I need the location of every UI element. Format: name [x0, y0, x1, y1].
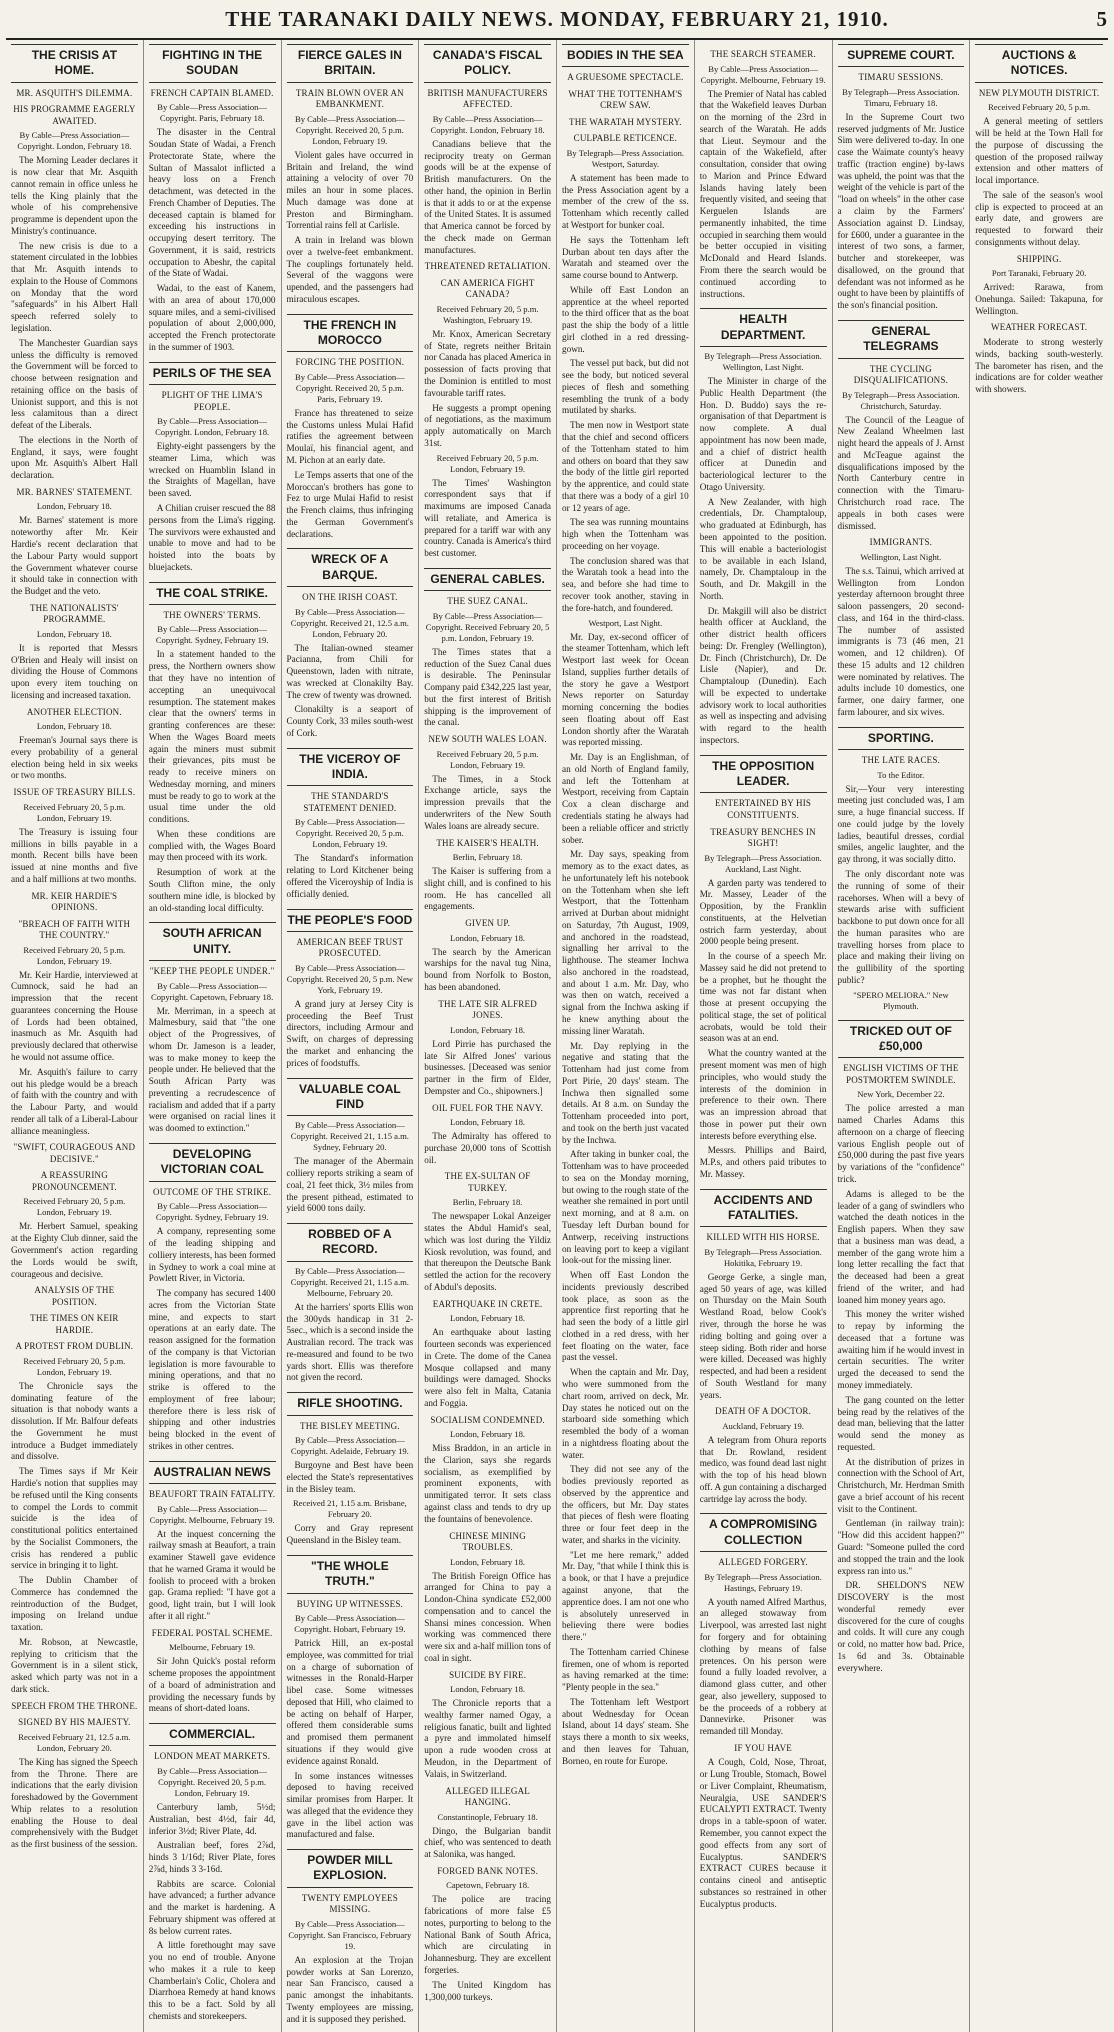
article-headline: HEALTH DEPARTMENT. [700, 308, 827, 347]
article-paragraph: The s.s. Tainui, which arrived at Wellington from London yesterday afternoon brought three saloon passengers, 20 second-class, and 164 in the third-class. The number of assisted immigrants is 73 (46 men, 21 women, and 12 children). Of these 15 adults and 12 children were nominated by relatives. The adults include 10 domestics, one farmer, one dairy farmer, one farm labourer, and six wives. [837, 565, 965, 717]
article-dateline: By Cable—Press Association—Copyright. Received February 20, 5 p.m. London, February 19. [425, 610, 550, 643]
article-dateline: By Cable—Press Association—Copyright. London, February 18. [17, 130, 132, 152]
article-subheading: ANALYSIS OF THE POSITION. [34, 1285, 115, 1307]
article-subheading: THE TIMES ON KEIR HARDIE. [30, 1313, 119, 1335]
article-paragraph: Canterbury lamb, 5½d; Australian, best 4½d, fair 4d, inferior 3½d; River Plate, 4d. [148, 1801, 276, 1836]
article-headline: SPORTING. [838, 727, 965, 750]
article-paragraph: Rabbits are scarce. Colonial have advanced; a further advance and the market is hardening. A February shipment was offered at 8s below current rates. [148, 1878, 276, 1936]
article-subheading: SOCIALISM CONDEMNED. [430, 1414, 545, 1425]
article-paragraph: The Dublin Chamber of Commerce has condemned the reintroduction of the Budget, imposing on Ireland undue taxation. [11, 1575, 138, 1633]
article-dateline: New York, December 22. [857, 1089, 945, 1100]
article-dateline: Received February 20, 5 p.m. London, February 19. [23, 801, 126, 823]
article-subheading: THE OWNERS' TERMS. [163, 609, 261, 620]
column-5 [557, 40, 695, 2032]
article-dateline: By Cable—Press Association—Copyright. Received 20, 5 p.m. London, February 19. [294, 817, 405, 850]
article-paragraph: When off East London the incidents previously described took place, as soon as the apprentice first reporting that he had seen the body of a little girl clothed in a red dress, with her feet floating on the water, face past the vessel. [562, 1270, 689, 1363]
article-subheading: PLIGHT OF THE LIMA'S PEOPLE. [161, 390, 263, 412]
article-subheading: BEAUFORT TRAIN FATALITY. [149, 1489, 276, 1500]
article-dateline: By Cable—Press Association—Copyright. London, February 18. [155, 416, 270, 438]
article-subheading: "SWIFT, COURAGEOUS AND DECISIVE." [13, 1142, 136, 1164]
article-subheading: FORCING THE POSITION. [295, 357, 405, 368]
article-paragraph: Canadians believe that the reciprocity treaty on German goods will be at the expense of British manufacturers. On the other hand, the opinion in Berlin is that it adds to or at the expense of the United States. It is assumed that America cannot be forced by the check made on German manufactures. [424, 138, 551, 255]
article-paragraph: An explosion at the Trojan powder works at San Lorenzo, near San Francisco, caused a panic amongst the inhabitants. Twenty employees are missing, and it is supposed they perished. [286, 1954, 414, 2024]
article-dateline: London, February 18. [450, 932, 526, 943]
article-subheading: BRITISH MANUFACTURERS AFFECTED. [427, 87, 548, 110]
article-subheading: THE STANDARD'S STATEMENT DENIED. [303, 791, 397, 813]
article-paragraph: While off East London an apprentice at the wheel reported to the third officer that as the boat past the ship the body of a little girl clothed in a red dressing-gown. [562, 284, 689, 354]
article-paragraph: Corry and Gray represent Queensland in the Bisley team. [286, 1523, 414, 1546]
article-paragraph: In the course of a speech Mr. Massey said he did not pretend to be a prophet, but he thought the time was not far distant when those at present occupying the political stage, the set of political acrobats, would be told their season was at an end. [699, 951, 827, 1044]
article-paragraph: The Chronicle says the dominating feature of the situation is that nobody wants a dissolution. If Mr. Balfour defeats the Government he must introduce a Budget immediately and dissolve. [11, 1380, 138, 1462]
article-subheading: THE LATE RACES. [861, 755, 940, 766]
article-headline: PERILS OF THE SEA [149, 362, 276, 385]
article-headline: THE OPPOSITION LEADER. [700, 755, 827, 794]
page-number: 5 [1096, 6, 1108, 31]
article-dateline: London, February 18. [450, 1429, 526, 1440]
article-paragraph: After taking in bunker coal, the Tottenham was to have proceeded to sea on the Monday morning, but owing to the rough state of the weather she remained in port until next morning, and at 8 a.m. on Tuesday left Durban bound for Antwerp, receiving instructions on leaving port to keep a vigilant look-out for the missing liner. [562, 1149, 689, 1266]
article-dateline: London, February 18. [36, 628, 112, 639]
article-paragraph: A grand jury at Jersey City is proceeding the Beef Trust directors, including Armour and Swift, on charges of depressing the market and enhancing the prices of foodstuffs. [286, 998, 414, 1068]
article-paragraph: An earthquake about lasting fourteen seconds was experienced in Crete. The dome of the Canea Mosque collapsed and many buildings were damaged. Shocks were also felt in Malta, Catania and Foggia. [424, 1327, 551, 1408]
article-subheading: THE LATE SIR ALFRED JONES. [438, 998, 537, 1021]
article-headline: THE COAL STRIKE. [149, 582, 276, 605]
article-subheading: TRAIN BLOWN OVER AN EMBANKMENT. [295, 87, 404, 110]
article-dateline: By Cable—Press Association—Copyright. Received 21, 1.15 a.m. Sydney, February 20. [290, 1120, 409, 1153]
article-dateline: By Cable—Press Association—Copyright. Sydney, February 19. [155, 1201, 269, 1223]
article-paragraph: In the Supreme Court two reserved judgments of Mr. Justice Sim were delivered to-day. In one case the Waimate county's heavy traffic (traction engine) by-laws was upheld, the point was that the weight of the vehicle is part of the "load on wheels" in the other case a claim by the Farmers' Association against D. Lindsay, for £600, under a guarantee in the interest of two sons, a farmer, butcher and storekeeper, was disallowed, on the ground that defendant was not informed as he ought to have been by plaintiffs of the son's financial position. [837, 111, 965, 311]
article-paragraph: Mr. Merriman, in a speech at Malmesbury, said that "the one object of the Progressives, of whom Dr. Jameson is a leader, was to make money to keep the people under. He believed that the South African Party was preventing a recrudescence of racialism and added that if a party were organised on racial lines it was doomed to extinction." [148, 1005, 276, 1134]
article-headline: ACCIDENTS AND FATALITIES. [700, 1189, 827, 1228]
article-paragraph: Mr. Day replying in the negative and stating that the Tottenham had just come from Port Pirie, 20 days' steam. The Inchwa then signalled some details. At 8 a.m. on Sunday the Tottenham proceeded into port, and took on the berth just vacated by the Inchwa. [562, 1040, 689, 1145]
article-subheading: "KEEP THE PEOPLE UNDER." [149, 966, 275, 977]
article-dateline: By Cable—Press Association—Copyright. Received 21, 12.5 a.m. London, February 20. [290, 606, 409, 639]
article-dateline: Melbourne, February 19. [169, 1642, 256, 1653]
article-dateline: London, February 18. [450, 1313, 526, 1324]
article-subheading: ISSUE OF TREASURY BILLS. [13, 787, 136, 798]
article-subheading: KILLED WITH HIS HORSE. [706, 1232, 820, 1243]
article-paragraph: The Manchester Guardian says unless the difficulty is removed the Government will be forced to choose between resignation and retaining office on the basis of Unionist support, and this is not less calamitous than a direct defeat of the Liberals. [11, 337, 138, 431]
article-dateline: By Telegraph—Press Association. Westport, Saturday. [566, 147, 685, 169]
article-headline: GENERAL CABLES. [424, 568, 551, 591]
article-paragraph: The Times states that a reduction of the Suez Canal dues is desirable. The Peninsular Company paid £342,225 last year, but the first interest of British shipping is the improvement of the canal. [424, 646, 551, 728]
article-dateline: By Cable—Press Association—Copyright. Sydney, February 19. [155, 624, 269, 646]
article-dateline: Received February 20, 5 p.m. London, February 19. [436, 452, 539, 474]
article-headline: ROBBED OF A RECORD. [287, 1223, 414, 1262]
newspaper-columns [6, 40, 1108, 2024]
article-dateline: London, February 18. [450, 1684, 526, 1695]
article-subheading: GIVEN UP. [465, 918, 511, 929]
article-dateline: By Cable—Press Association—Copyright. Melbourne, February 19. [149, 1503, 275, 1525]
article-paragraph: The Treasury is issuing four millions in bills payable in a month. Recent bills have been issued at nine months and five and a half millions at two months. [11, 826, 138, 884]
article-paragraph: At the harriers' sports Ellis won the 300yds handicap in 31 2-5sec., which is a second inside the Australian record. The track was re-measured and found to be two yards short. Ellis was therefore not given the record. [286, 1301, 414, 1383]
article-subheading: DEATH OF A DOCTOR. [715, 1406, 812, 1417]
article-paragraph: The Chronicle reports that a wealthy farmer named Ogay, a religious fanatic, built and lighted a pyre and immolated himself upon a rude wooden cross at Meudon, in the Department of Valais, in Switzerland. [424, 1698, 551, 1779]
article-headline: BODIES IN THE SEA [562, 44, 689, 67]
article-subheading: THE EX-SULTAN OF TURKEY. [444, 1171, 531, 1193]
article-headline: TRICKED OUT OF £50,000 [838, 1020, 965, 1059]
article-subheading: BUYING UP WITNESSES. [296, 1598, 403, 1609]
article-headline: DEVELOPING VICTORIAN COAL [149, 1143, 276, 1182]
article-paragraph: Eighty-eight passengers by the steamer Lima, which was wrecked on Huamblin Island in the Straights of Magellan, have been saved. [148, 441, 276, 499]
article-subheading: OUTCOME OF THE STRIKE. [153, 1186, 272, 1197]
article-paragraph: A Chilian cruiser rescued the 88 persons from the Lima's rigging. The survivors were exhausted and unable to move and had to be hoisted into the boats by bluejackets. [148, 503, 276, 572]
article-paragraph: A statement has been made to the Press Association agent by a member of the crew of the ss. Tottenham which recently called at Westport for bunker coal. [562, 172, 689, 230]
article-headline: FIERCE GALES IN BRITAIN. [287, 44, 414, 83]
article-dateline: Received February 21, 12.5 a.m. London, February 20. [18, 1731, 131, 1753]
article-subheading: FRENCH CAPTAIN BLAMED. [150, 87, 274, 98]
article-headline: AUCTIONS & NOTICES. [975, 44, 1103, 83]
article-subheading: NEW PLYMOUTH DISTRICT. [978, 87, 1100, 98]
article-subheading: A REASSURING PRONOUNCEMENT. [31, 1170, 117, 1192]
article-dateline: By Cable—Press Association—Copyright. San Francisco, February 19. [288, 1918, 412, 1951]
article-dateline: By Cable—Press Association—Copyright. Hobart, February 19. [294, 1613, 406, 1635]
article-paragraph: France has threatened to seize the Customs unless Mulai Hafid ratifies the agreement between Moulaï, his financial agent, and M. Pichon at an early date. [286, 407, 414, 465]
article-paragraph: The new crisis is due to a statement circulated in the lobbies that Mr. Asquith intends to explain to the House of Commons on Monday that the word "safeguards" in his Albert Hall speech referred solely to legislation. [11, 240, 138, 333]
article-dateline: Port Taranaki, February 20. [991, 268, 1087, 279]
article-paragraph: At the distribution of prizes in connection with the School of Art, Christchurch, Mr. Herdman Smith gave a brief account of his recent visit to the Continent. [837, 1456, 965, 1514]
article-dateline: Received February 20, 5 p.m. London, February 19. [23, 1355, 126, 1377]
article-subheading: ANOTHER ELECTION. [26, 706, 122, 717]
column-2 [144, 40, 282, 2032]
article-subheading: TWENTY EMPLOYEES MISSING. [301, 1892, 398, 1915]
article-paragraph: Miss Braddon, in an article in the Clarion, says she regards socialism, as exemplified by prominent exponents, with unmitigated terror. It sets class against class and tends to dry up the fountains of benevolence. [424, 1443, 551, 1524]
article-paragraph: George Gerke, a single man, aged 50 years of age, was killed on Thursday on the Main South Westland Road, below Cook's river, through the horse he was riding bolting and going over a steep siding. Both rider and horse were killed. Deceased was highly respected, and had been a resident of South Westland for many years. [699, 1271, 827, 1400]
article-dateline: London, February 18. [36, 501, 112, 512]
article-subheading: CHINESE MINING TROUBLES. [449, 1530, 526, 1553]
article-paragraph: In some instances witnesses deposed to having received similar promises from Harper. It was alleged that the evidence they gave in the libel action was manufactured and false. [286, 1770, 414, 1840]
article-subheading: WHAT THE TOTTENHAM'S CREW SAW. [568, 88, 683, 111]
article-paragraph: What the country wanted at the present moment was men of high principles, who would study the interests of the dominion in preference to their own. There was an impression abroad that those in power put their own interests before everything else. [699, 1048, 827, 1141]
article-headline: COMMERCIAL. [149, 1723, 276, 1746]
column-7 [833, 40, 971, 2032]
article-paragraph: A garden party was tendered to Mr. Massey, Leader of the Opposition, by the Franklin constituents, at the Helvetian ostrich farm yesterday, about 2000 people being present. [699, 877, 827, 947]
article-paragraph: The disaster in the Central Soudan State of Wadai, a French Protectorate State, where the Sultan of Massalot inflicted a heavy loss on a French detachment, was detected in the French Chamber of Deputies. The deceased captain is blamed for exceeding his instructions in occupying desert territory. The Government, it is said, restricts occupation to Abeshr, the capital of the State of Wadai. [148, 127, 276, 279]
article-paragraph: The Standard's information relating to Lord Kitchener being offered the Viceroyship of India is officially denied. [286, 853, 414, 899]
article-paragraph: The sea was running mountains high when the Tottenham was proceeding on her voyage. [562, 517, 689, 551]
article-paragraph: Lord Pirrie has purchased the late Sir Alfred Jones' various businesses. [Deceased was senior partner in the firm of Elder, Dempster and Co., shipowners.] [424, 1038, 551, 1096]
article-paragraph: This money the writer wished to repay by informing the deceased that a fortune was awaiting him if he would invest in certain securities. The writer urged the deceased to send the money immediately. [837, 1309, 965, 1391]
article-subheading: NEW SOUTH WALES LOAN. [428, 734, 547, 745]
article-paragraph: Mr. Barnes' statement is more noteworthy after Mr. Keir Hardie's recent declaration that the Labour Party would support the Government whatever course it should take in connection with the Budget and the veto. [11, 515, 138, 597]
article-headline: THE VICEROY OF INDIA. [287, 748, 414, 787]
article-subheading: IF YOU HAVE [734, 1742, 792, 1753]
article-paragraph: The gang counted on the letter being read by the relatives of the dead man, believing that the latter would send the money as requested. [837, 1394, 965, 1452]
article-subheading: THE NATIONALISTS' PROGRAMME. [29, 602, 119, 625]
article-subheading: ALLEGED FORGERY. [718, 1557, 808, 1568]
article-subheading: FORGED BANK NOTES. [437, 1865, 539, 1876]
article-dateline: By Cable—Press Association—Copyright. Received 20, 5 p.m. London, February 19. [294, 113, 405, 146]
article-subheading: SUICIDE BY FIRE. [449, 1669, 527, 1680]
article-paragraph: The elections in the North of England, it says, were fought upon Mr. Asquith's Albert Hall declaration. [11, 434, 138, 481]
column-8 [970, 40, 1108, 2032]
article-headline: WRECK OF A BARQUE. [287, 548, 414, 587]
article-subheading: THE SUEZ CANAL. [447, 596, 528, 607]
article-headline: GENERAL TELEGRAMS [838, 320, 965, 359]
article-paragraph: A telegram from Ohura reports that Dr. Rowland, resident medico, was found dead last night with the top of his head blown off. A gun containing a discharged cartridge lay across the body. [699, 1434, 827, 1504]
article-headline: RIFLE SHOOTING. [287, 1392, 414, 1415]
article-subheading: OIL FUEL FOR THE NAVY. [432, 1102, 544, 1113]
column-4 [419, 40, 557, 2032]
article-paragraph: A Cough, Cold, Nose, Throat, or Lung Trouble, Stomach, Bowel or Liver Complaint, Rheumatism, Neuralgia, USE SANDER'S EUCALYPTI EXTRACT. Twenty drops in a table-spoon of water. Remember, you cannot expect the good effects from any sort of Eucalyptus. SANDER'S EXTRACT CURES because it contains cineol and antiseptic substances so restrained in other Eucalyptus products. [699, 1757, 827, 1909]
article-paragraph: The search by the American warships for the naval tug Nina, bound from Norfolk to Boston, has been abandoned. [424, 946, 551, 992]
article-subheading: HIS PROGRAMME EAGERLY AWAITED. [13, 104, 136, 126]
article-paragraph: The Italian-owned steamer Pacianna, from Chili for Queenstown, laden with nitrate, was wrecked at Clonakilty Bay. The crew of twenty was drowned. [286, 642, 414, 700]
article-headline: A COMPROMISING COLLECTION [700, 1513, 827, 1552]
article-paragraph: A train in Ireland was blown over a twelve-feet embankment. The couplings fortunately held. Several of the waggons were upended, and the passengers had miraculous escapes. [286, 235, 414, 304]
article-dateline: By Cable—Press Association—Copyright. London, February 18. [430, 113, 545, 135]
masthead [6, 0, 1108, 40]
article-paragraph: Mr. Robson, at Newcastle, replying to criticism that the Government is in a silent stick, asked which party was not in a dark stick. [11, 1636, 138, 1694]
article-dateline: By Cable—Press Association—Copyright. Received 20, 5 p.m. New York, February 19. [286, 962, 413, 995]
article-paragraph: Dingo, the Bulgarian bandit chief, who was sentenced to death at Salonika, was hanged. [424, 1825, 551, 1860]
article-headline: CANADA'S FISCAL POLICY. [424, 44, 551, 83]
article-paragraph: Australian beef, fores 2⅞d, hinds 3 1/16d; River Plate, fores 2⅞d, hinds 3 3-16d. [148, 1840, 276, 1874]
newspaper-title: THE TARANAKI DAILY NEWS. MONDAY, FEBRUARY 21, 1910. [225, 6, 889, 31]
article-subheading: ENGLISH VICTIMS OF THE POSTMORTEM SWINDLE. [843, 1063, 959, 1085]
article-dateline: By Telegraph—Press Association. Hastings, February 19. [704, 1571, 822, 1593]
article-paragraph: The company has secured 1400 acres from the Victorian State mine, and expects to start operations at an early date. The reason assigned for the formation of the company is that Victorian legislation is more favourable to mining operations, and that no strike is offered to the employment of free labour; therefore there is less risk of shipping and other industries being blocked in the event of strikes in other centres. [148, 1288, 276, 1451]
article-paragraph: The Premier of Natal has cabled that the Wakefield leaves Durban on the morning of the 23rd in search of the Waratah. He adds that Lieut. Seymour and the captain of the Wakefield, after consultation, consider that owing to Marion and Prince Edward Islands having lately been frequently visited, and seeing that Kerguelen Islands are permanently inhabited, the time occupied in searching them would be better occupied in visiting McDonald and Heard Islands. From there the search would be continued according to instructions. [699, 88, 827, 299]
article-paragraph: Mr. Day says, speaking from memory as to the exact dates, as he unfortunately left his notebook on the Tottenham when she left Westport, that the Tottenham arrived at Durban about midnight on Saturday, 7th August, 1909, and anchored in the roadstead, signalling her arrival to the lighthouse. The steamer Inchwa also anchored in the roadstead, and about 1 a.m. Mr. Day, who was then on watch, received a signal from the Inchwa asking if he knew anything about the missing liner Waratah. [562, 849, 689, 1036]
article-headline: THE FRENCH IN MOROCCO [287, 314, 414, 353]
article-dateline: By Telegraph—Press Association. Christchurch, Saturday. [842, 389, 960, 411]
article-paragraph: DR. SHELDON'S NEW DISCOVERY is the most wonderful remedy ever discovered for the cure of coughs and colds. It will cure any cough or cold, no matter how bad. Price, 1s 6d and 3s. Obtainable everywhere. [837, 1580, 965, 1673]
article-subheading: LONDON MEAT MARKETS. [154, 1751, 271, 1762]
article-paragraph: "Let me here remark," added Mr. Day, "that while I think this is a book, or that I have a prejudice against anyone, that the apprentice does. I am not one who is absolutely unreserved in believing there were bodies there." [562, 1549, 689, 1643]
article-headline: AUSTRALIAN NEWS [149, 1461, 276, 1484]
article-headline: THE CRISIS AT HOME. [11, 44, 138, 83]
article-headline: THE PEOPLE'S FOOD [287, 909, 414, 932]
article-subheading: WEATHER FORECAST. [991, 322, 1088, 333]
article-dateline: "SPERO MELIORA." New Plymouth. [853, 989, 949, 1011]
article-paragraph: The vessel put back, but did not see the body, but noticed several pieces of flesh and something resembling the trunk of a body mutilated by sharks. [562, 358, 689, 416]
article-paragraph: It is reported that Messrs O'Brien and Healy will insist on dividing the House of Commons upon every item touching on licensing and increased taxation. [11, 642, 138, 700]
article-dateline: Received February 20, 5 p.m. Washington, February 19. [436, 303, 539, 325]
article-paragraph: Sir,—Your very interesting meeting just concluded was, I am sure, a huge financial success. If one could judge by the lovely ladies, beautiful dresses, cordial smiles, angelic laughter, and the gay throng, it was socially ditto. [837, 783, 965, 865]
article-dateline: Received February 20, 5 p.m. London, February 19. [436, 748, 539, 770]
article-dateline: Wellington, Last Night. [860, 551, 942, 562]
article-paragraph: Patrick Hill, an ex-postal employee, was committed for trial on a charge of subornation of witnesses in the Ronald-Harper libel case. Some witnesses deposed that Hill, who claimed to be acting on behalf of Harper, offered them considerable sums and promised them permanent situations if they would give evidence against Ronald. [286, 1638, 414, 1766]
article-paragraph: The police are tracing fabrications of more false £5 notes, purporting to belong to the National Bank of South Africa, which are circulating in Johannesburg. They are excellent forgeries. [424, 1894, 551, 1975]
article-paragraph: A youth named Alfred Marthus, an alleged stowaway from Liverpool, was arrested last night for forgery and for obtaining clothing by means of false pretences. On his person were found a fully loaded revolver, a diamond glass cutter, and other gear, also jewellery, supposed to be the proceeds of a robbery at Dannevirke. Prisoner was remanded till Monday. [699, 1596, 827, 1737]
article-subheading: THE CYCLING DISQUALIFICATIONS. [853, 363, 949, 386]
article-paragraph: The newspaper Lokal Anzeiger states the Abdul Hamid's seal, which was lost during the Yildiz Kiosk revolution, was found, and that thereupon the Deutsche Bank settled the action for the recovery of Abdul's deposits. [424, 1211, 551, 1292]
article-paragraph: The King has signed the Speech from the Throne. There are indications that the early division foreshadowed by the Government Whip relates to a resolution enabling the House to deal comprehensively with the Budget as the first business of the session. [11, 1756, 138, 1850]
article-subheading: TIMARU SESSIONS. [858, 72, 944, 83]
article-paragraph: Freeman's Journal says there is every probability of a general election being held in six weeks or two months. [11, 735, 138, 781]
article-paragraph: They did not see any of the bodies previously reported as observed by the apprentice and the officers, but Mr. Day states that pieces of flesh were floating three or four feet deep in the water, and sharks in the vicinity. [562, 1464, 689, 1545]
article-paragraph: The Tottenham left Westport about Wednesday for Ocean Island, about 14 days' steam. She stays there a month to six weeks, and then leaves for Tahuan, Borneo, en route for Europe. [562, 1696, 689, 1766]
article-paragraph: The British Foreign Office has arranged for China to pay a London-China syndicate £52,000 compensation and to cancel the Shansi mines concession. When working was commenced there were six and a-half million tons of coal in sight. [424, 1570, 551, 1663]
article-paragraph: Le Temps asserts that one of the Moroccan's brothers has gone to Fez to urge Mulai Hafid to resist the French claims, thus infringing the German Government's declarations. [286, 469, 414, 539]
article-dateline: Received February 20, 5 p.m. [988, 102, 1091, 113]
article-paragraph: At the inquest concerning the railway smash at Beaufort, a train examiner Stawell gave evidence that he warned Grama it would be foolish to proceed with a broken gap. Grama replied: "I have got a good, light train, but I will look after it all right." [148, 1528, 276, 1621]
article-paragraph: The Morning Leader declares it is now clear that Mr. Asquith cannot remain in office unless he tells the King plainly that the whole of his comprehensive programme is dependent upon the Ministry's continuance. [11, 155, 138, 236]
article-paragraph: When the captain and Mr. Day, who were summoned from the chart room, arrived on deck, Mr. Day states he noticed out on the starboard side something which resembled the body of a woman in a nightdress floating about the water. [562, 1367, 689, 1460]
article-paragraph: The men now in Westport state that the chief and second officers of the Tottenham stated to him and others on board that they saw the body of the little girl reported by the apprentice, and could state that there was a body of a girl 10 or 12 years of age. [562, 420, 689, 513]
article-headline: SOUTH AFRICAN UNITY. [149, 922, 276, 961]
article-dateline: To the Editor. [877, 769, 925, 780]
article-paragraph: Violent gales have occurred in Britain and Ireland, the wind attaining a velocity of over 70 miles an hour in some places. Much damage was done at Preston and Birmingham. Torrential rains fell at Carlisle. [286, 149, 414, 231]
article-paragraph: Mr. Day, ex-second officer of the steamer Tottenham, which left Westport last week for Ocean Island, supplies further details of the story he gave a Westport News reporter on Saturday morning concerning the bodies seen floating about off East London shortly after the Waratah was reported missing. [562, 631, 689, 748]
article-paragraph: Arrived: Rarawa, from Onehunga. Sailed: Takapuna, for Wellington. [975, 282, 1103, 316]
article-paragraph: Mr. Knox, American Secretary of State, regrets neither Britain nor Canada has placed America in possession of facts proving that the Dominion is entitled to most favourable tariff rates. [424, 328, 551, 398]
article-subheading: "BREACH OF FAITH WITH THE COUNTRY." [18, 918, 131, 941]
article-paragraph: The police arrested a man named Charles Adams this afternoon on a charge of fleecing various English people out of £50,000 during the past five years by variations of the "confidence" trick. [837, 1103, 965, 1184]
article-dateline: By Telegraph—Press Association. Hokitika, February 19. [704, 1246, 822, 1268]
article-dateline: Constantinople, February 18. [437, 1811, 538, 1822]
article-dateline: By Telegraph—Press Association. Auckland, Last Night. [704, 852, 822, 874]
article-paragraph: He says the Tottenham left Durban about ten days after the Waratah and steamed over the same course bound to Antwerp. [562, 234, 689, 281]
article-subheading: MR. KEIR HARDIE'S OPINIONS. [31, 890, 118, 913]
article-subheading: FEDERAL POSTAL SCHEME. [151, 1627, 273, 1638]
column-6 [695, 40, 833, 2032]
column-1 [6, 40, 144, 2032]
article-dateline: Westport, Last Night. [588, 617, 663, 628]
article-paragraph: The only discordant note was the running of some of their racehorses. When will a bevy of stewards arise with sufficient backbone to put down once for all the human parasites who are travelling horses from place to place and making their living on the gullibility of the sporting public? [837, 869, 965, 985]
article-subheading: CAN AMERICA FIGHT CANADA? [440, 277, 535, 300]
article-paragraph: A little forethought may save you no end of trouble. Anyone who makes it a rule to keep Chamberlain's Colic, Cholera and Diarrhoea Remedy at hand knows this to be a fact. Sold by all chemists and storekeepers. [148, 1940, 276, 2021]
article-paragraph: Messrs. Phillips and Baird, M.P.s, and others paid tributes to Mr. Massey. [699, 1145, 827, 1179]
article-subheading: A GRUESOME SPECTACLE. [567, 72, 684, 83]
article-dateline: By Cable—Press Association—Copyright. Received 20, 5 p.m. Paris, February 19. [294, 371, 405, 404]
article-dateline: By Cable—Press Association—Copyright. Received 21, 1.15 a.m. Melbourne, February 20. [290, 1265, 409, 1298]
article-dateline: By Cable—Press Association—Copyright. Adelaide, February 19. [290, 1435, 409, 1457]
article-paragraph: Clonakilty is a seaport of County Cork, 33 miles south-west of Cork. [286, 704, 414, 738]
article-paragraph: Burgoyne and Best have been elected the State's representatives in the Bisley team. [286, 1460, 414, 1494]
article-subheading: THE WARATAH MYSTERY. [569, 116, 682, 127]
article-paragraph: Resumption of work at the South Clifton mine, the only southern mine idle, is blocked by an old-standing local difficulty. [148, 867, 276, 913]
article-paragraph: Dr. Makgill will also be district health officer at Auckland, the other district health officers being: Dr. Frengley (Wellington), Dr. Finch (Christchurch), Dr. De Lisle (Napier), and Dr. Champtaloup (Dunedin). Each will be expected to undertake advisory work to local authorities as well as inspecting and advising with regard to the health inspectors. [699, 605, 827, 745]
article-dateline: By Cable—Press Association—Copyright. Paris, February 18. [157, 102, 268, 124]
article-dateline: Berlin, February 18. [452, 1197, 523, 1208]
article-dateline: Auckland, February 19. [722, 1420, 804, 1431]
article-paragraph: A company, representing some of the leading shipping and colliery interests, has been formed in Sydney to work a coal mine at Powlett River, in Victoria. [148, 1226, 276, 1284]
article-subheading: THE SEARCH STEAMER. [710, 49, 816, 59]
article-paragraph: The Kaiser is suffering from a slight chill, and is confined to his room. He has cancelled all engagements. [424, 866, 551, 912]
article-subheading: IMMIGRANTS. [869, 537, 933, 548]
article-dateline: Received February 20, 5 p.m. London, February 19. [23, 944, 126, 966]
article-paragraph: Mr. Keir Hardie, interviewed at Cumnock, said he had an impression that the recent guarantees concerning the House of Lords had been obtained, inasmuch as Mr. Asquith had previously declared that otherwise he would not assume office. [11, 969, 138, 1063]
article-paragraph: The Minister in charge of the Public Health Department (the Hon. D. Buddo) says the re-organisation of that Department is now complete. A dual appointment has now been made, and a chief of district health officer at Dunedin and bacteriological lecturer to the Otago University. [699, 376, 827, 492]
article-paragraph: Adams is alleged to be the leader of a gang of swindlers who watched the death notices in the English papers. When they saw that a business man was dead, a member of the gang wrote him a long letter recalling the fact that the deceased had been a great friend of the writer, and had loaned him money years ago. [837, 1188, 965, 1305]
article-headline: "THE WHOLE TRUTH." [287, 1555, 414, 1594]
article-headline: SUPREME COURT. [838, 44, 965, 67]
article-dateline: Received February 20, 5 p.m. London, February 19. [23, 1196, 126, 1218]
article-paragraph: The Admiralty has offered to purchase 20,000 tons of Scottish oil. [424, 1131, 551, 1165]
article-paragraph: The manager of the Abermain colliery reports striking a seam of coal, 21 feet thick, 3½ miles from the present pithead, estimated to yield 6000 tons daily. [286, 1156, 414, 1214]
article-paragraph: The Council of the League of New Zealand Wheelmen last night heard the appeals of J. Arnst and McTeague against the disqualifications imposed by the North Canterbury centre in connection with the Timaru-Christchurch road race. The appeals in both cases were dismissed. [837, 414, 965, 531]
article-paragraph: A general meeting of settlers will be held at the Town Hall for the purpose of discussing the question of the proposed railway extension and other matters of local importance. [975, 116, 1103, 186]
article-headline: VALUABLE COAL FIND [287, 1078, 414, 1117]
article-subheading: THE BISLEY MEETING. [300, 1420, 400, 1431]
article-dateline: By Cable—Press Association—Copyright. Melbourne, February 19. [700, 63, 826, 85]
article-paragraph: In a statement handed to the press, the Northern owners show that they have no intention of accepting an unequivocal resumption. The statement makes clear that the owners' terms in granting conferences are these: When the Wages Board meets again the miners must submit their grievances, pits must be ready to receive miners on Wednesday morning, and miners must be ready to go to work at the usual time under the old conditions. [148, 649, 276, 825]
article-dateline: Capetown, February 18. [446, 1880, 530, 1891]
article-subheading: MR. BARNES' STATEMENT. [16, 486, 133, 497]
article-dateline: By Telegraph—Press Association. Timaru, February 18. [842, 86, 960, 108]
article-subheading: SIGNED BY HIS MAJESTY. [18, 1717, 131, 1728]
article-paragraph: Gentleman (in railway train): "How did this accident happen?" Guard: "Someone pulled the cord and stopped the train and the look express ran into us." [837, 1518, 965, 1576]
article-paragraph: The conclusion shared was that the Waratah took a head into the sea, and before she had time to recover took another, staving in the fore-hatch, and foundered. [562, 555, 689, 613]
article-paragraph: The sale of the season's wool clip is expected to proceed at an early date, and growers are requested to forward their consignments without delay. [975, 189, 1103, 247]
article-dateline: London, February 18. [36, 721, 112, 732]
article-paragraph: The Times says if Mr Keir Hardie's notion that supplies may be refused until the King consents to compel the Lords to commit suicide is the idea of constitutional politics entertained by the Socialist Commoners, the crisis has rendered a public service in bringing it to light. [11, 1466, 138, 1571]
article-subheading: A PROTEST FROM DUBLIN. [15, 1341, 134, 1352]
article-dateline: By Cable—Press Association—Copyright. Capetown, February 18. [151, 980, 274, 1002]
article-dateline: London, February 18. [450, 1556, 526, 1567]
article-dateline: Received 21, 1.15 a.m. Brisbane, February 20. [292, 1498, 407, 1520]
article-paragraph: He suggests a prompt opening of negotiations, as the maximum apply automatically on March 31st. [424, 402, 551, 448]
article-paragraph: Mr. Herbert Samuel, speaking at the Eighty Club dinner, said the Government's action regarding the Lords would be swift, courageous and decisive. [11, 1221, 138, 1279]
article-subheading: ENTERTAINED BY HIS CONSTITUENTS. [715, 798, 812, 820]
article-headline: FIGHTING IN THE SOUDAN [149, 44, 276, 83]
article-paragraph: The United Kingdom has 1,300,000 turkeys. [424, 1979, 551, 2002]
article-subheading: AMERICAN BEEF TRUST PROSECUTED. [296, 936, 404, 959]
article-subheading: TREASURY BENCHES IN SIGHT! [710, 826, 816, 849]
article-subheading: SPEECH FROM THE THRONE. [11, 1700, 138, 1711]
article-subheading: ON THE IRISH COAST. [302, 592, 398, 603]
article-paragraph: The Times' Washington correspondent says that if maximums are imposed Canada will retaliate, and America is prepared for a tariff war with any country. Canada is America's third best customer. [424, 477, 551, 559]
article-subheading: MR. ASQUITH'S DILEMMA. [16, 87, 133, 98]
article-paragraph: The Tottenham carried Chinese firemen, one of whom is reported as having remarked at the time: "Plenty people in the sea." [562, 1646, 689, 1693]
article-paragraph: Mr. Day is an Englishman, of an old North of England family, and left the Tottenham at Westport, receiving from Captain Cox a clean discharge and credentials stating he always had been a reliable officer and strictly sober. [562, 752, 689, 845]
article-paragraph: Sir John Quick's postal reform scheme proposes the appointment of a board of administration and providing the necessary funds by means of short-dated loans. [148, 1656, 276, 1714]
article-subheading: SHIPPING. [1016, 253, 1062, 264]
article-paragraph: The Times, in a Stock Exchange article, says the impression prevails that the underwriters of the New South Wales loans are already secure. [424, 773, 551, 831]
article-subheading: EARTHQUAKE IN CRETE. [432, 1298, 543, 1309]
article-headline: POWDER MILL EXPLOSION. [287, 1849, 414, 1888]
article-subheading: CULPABLE RETICENCE. [573, 133, 678, 144]
article-subheading: ALLEGED ILLEGAL HANGING. [445, 1785, 530, 1808]
article-dateline: By Cable—Press Association—Copyright. Received 20, 5 p.m. London, February 19. [157, 1765, 268, 1798]
article-dateline: London, February 18. [450, 1024, 526, 1035]
column-3 [282, 40, 420, 2032]
article-dateline: London, February 18. [450, 1117, 526, 1128]
article-paragraph: When these conditions are complied with, the Wages Board may then proceed with its work. [148, 828, 276, 863]
article-dateline: By Telegraph—Press Association. Wellington, Last Night. [704, 351, 822, 373]
article-paragraph: Wadai, to the east of Kanem, with an area of about 170,000 square miles, and a semi-civilised population of about 2,000,000, accepted the French protectorate in the summer of 1903. [148, 283, 276, 353]
article-subheading: THREATENED RETALIATION. [424, 261, 551, 272]
article-paragraph: Moderate to strong westerly winds, backing south-westerly. The barometer has risen, and the indications are for colder weather with showers. [975, 336, 1103, 395]
article-paragraph: A New Zealander, with high credentials, Dr. Champtaloup, who graduated at Edinburgh, has been appointed to the position. This will enable a bacteriologist to be available in each Island, namely, Dr. Champtaloup in the South, and Dr. Makgill in the North. [699, 496, 827, 601]
article-subheading: THE KAISER'S HEALTH. [436, 837, 539, 848]
article-dateline: Berlin, February 18. [452, 852, 523, 863]
article-paragraph: Mr. Asquith's failure to carry out his pledge would be a breach of faith with the country and with the Labour Party, and would render all talk of a Liberal-Labour alliance meaningless. [11, 1066, 138, 1136]
